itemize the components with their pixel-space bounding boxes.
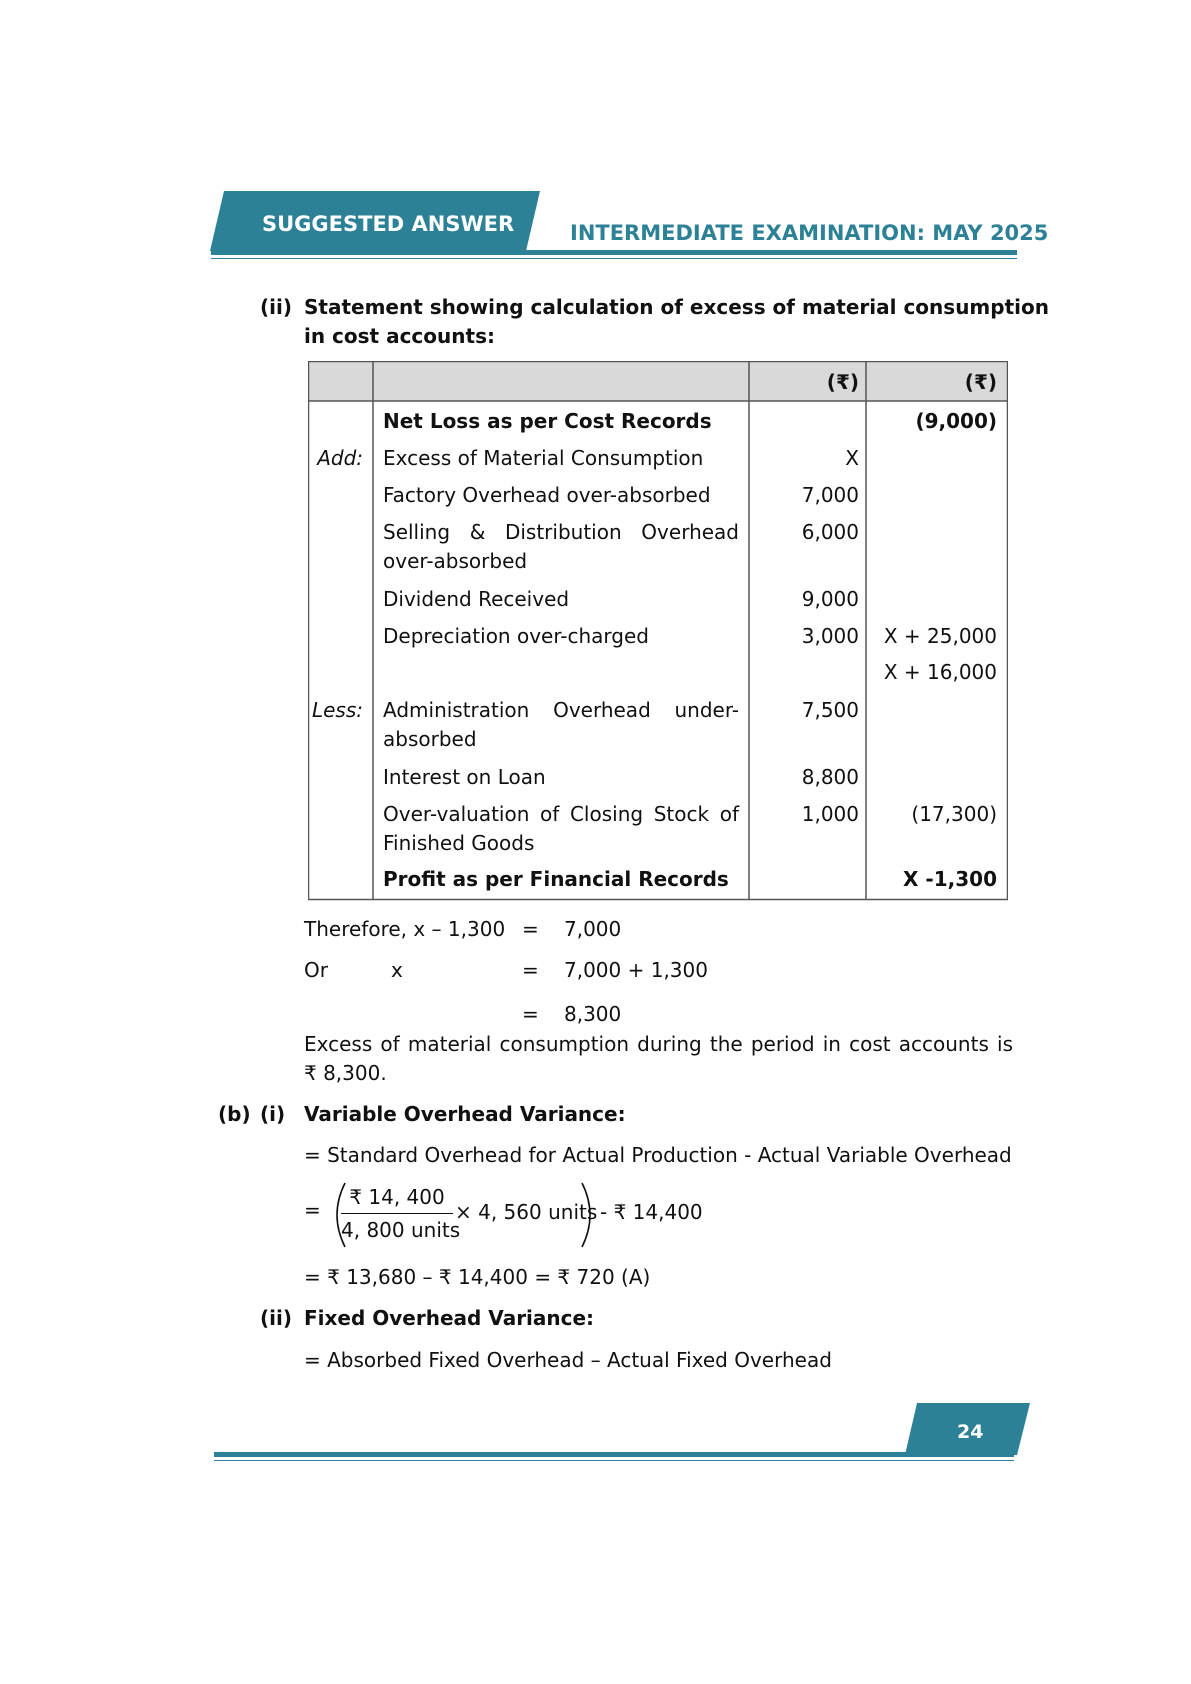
table-row-particular: Administration Overhead under- (383, 698, 739, 722)
section-heading-line1: Statement showing calculation of excess of material consumption (304, 295, 1049, 319)
table-row-amount: 8,800 (801, 765, 859, 789)
fraction-suffix: - ₹ 14,400 (600, 1200, 703, 1224)
table-row-particular: Interest on Loan (383, 765, 546, 789)
table-row-particular: Net Loss as per Cost Records (383, 409, 712, 433)
fraction-multiplier: × 4, 560 units (455, 1200, 598, 1224)
table-row-particular-cont: Finished Goods (383, 831, 535, 855)
table-row-amount: 6,000 (801, 520, 859, 544)
table-row-particular: Over-valuation of Closing Stock of (383, 802, 739, 826)
working-line3-right: 8,300 (564, 1002, 622, 1026)
table-row-amount: 7,000 (801, 483, 859, 507)
variable-overhead-formula: = Standard Overhead for Actual Production - Actual Variable Overhead (304, 1143, 1012, 1167)
working-line2-x: x (391, 958, 403, 982)
conclusion-line2: ₹ 8,300. (304, 1061, 387, 1085)
exam-title: INTERMEDIATE EXAMINATION: MAY 2025 (570, 221, 1049, 245)
section-label-b-ii: (ii) (260, 1306, 292, 1330)
section-label-b-i: (i) (260, 1102, 286, 1126)
header-tab-label: SUGGESTED ANSWER (262, 212, 515, 236)
section-label-b: (b) (218, 1102, 251, 1126)
header-rule-thin (211, 258, 1017, 259)
working-line3-eq: = (522, 1002, 539, 1026)
table-row-amount: 9,000 (801, 587, 859, 611)
section-heading-line2: in cost accounts: (304, 324, 495, 348)
table-row-particular: Dividend Received (383, 587, 570, 611)
conclusion-line1: Excess of material consumption during the period in cost accounts is (304, 1032, 1013, 1056)
fraction-numerator: ₹ 14, 400 (349, 1185, 445, 1209)
working-line2-right: 7,000 + 1,300 (564, 958, 708, 982)
table-row-particular-cont: absorbed (383, 727, 477, 751)
variable-overhead-heading: Variable Overhead Variance: (304, 1102, 626, 1126)
table-row-amount: 1,000 (801, 802, 859, 826)
right-paren (576, 1180, 602, 1250)
table-row-amount: X (845, 446, 859, 470)
fraction-prefix: = (304, 1198, 321, 1222)
table-row-particular: Profit as per Financial Records (383, 867, 729, 891)
table-row-prefix-add: Add: (317, 446, 363, 470)
table-row-total: X + 16,000 (883, 660, 997, 684)
fixed-overhead-formula: = Absorbed Fixed Overhead – Actual Fixed Overhead (304, 1348, 832, 1372)
working-line1-right: 7,000 (564, 917, 622, 941)
page-number: 24 (957, 1421, 984, 1443)
variable-overhead-result: = ₹ 13,680 – ₹ 14,400 = ₹ 720 (A) (304, 1265, 651, 1289)
table-row-total: (17,300) (911, 802, 997, 826)
table-row-total: X + 25,000 (883, 624, 997, 648)
table-row-particular: Selling & Distribution Overhead (383, 520, 739, 544)
table-row-particular: Excess of Material Consumption (383, 446, 704, 470)
table-row-amount: 7,500 (801, 698, 859, 722)
table-row-total: X -1,300 (903, 867, 997, 891)
working-line1-eq: = (522, 917, 539, 941)
working-line2-or: Or (304, 958, 328, 982)
working-line1-left: Therefore, x – 1,300 (304, 917, 506, 941)
table-row-total: (9,000) (915, 409, 997, 433)
table-row-particular: Depreciation over-charged (383, 624, 649, 648)
table-row-particular: Factory Overhead over-absorbed (383, 483, 711, 507)
col-header-total: (₹) (964, 370, 997, 394)
fraction-denominator: 4, 800 units (341, 1218, 461, 1242)
table-row-prefix-less: Less: (311, 698, 363, 722)
footer-rule-thin (214, 1460, 1014, 1461)
section-label-ii: (ii) (260, 295, 292, 319)
header-rule (211, 250, 1017, 255)
fixed-overhead-heading: Fixed Overhead Variance: (304, 1306, 595, 1330)
working-line2-eq: = (522, 958, 539, 982)
col-header-amount: (₹) (826, 370, 859, 394)
footer-rule (214, 1452, 1014, 1457)
fraction-bar (341, 1213, 453, 1214)
reconciliation-table (308, 361, 1008, 901)
table-row-particular-cont: over-absorbed (383, 549, 528, 573)
table-row-amount: 3,000 (801, 624, 859, 648)
